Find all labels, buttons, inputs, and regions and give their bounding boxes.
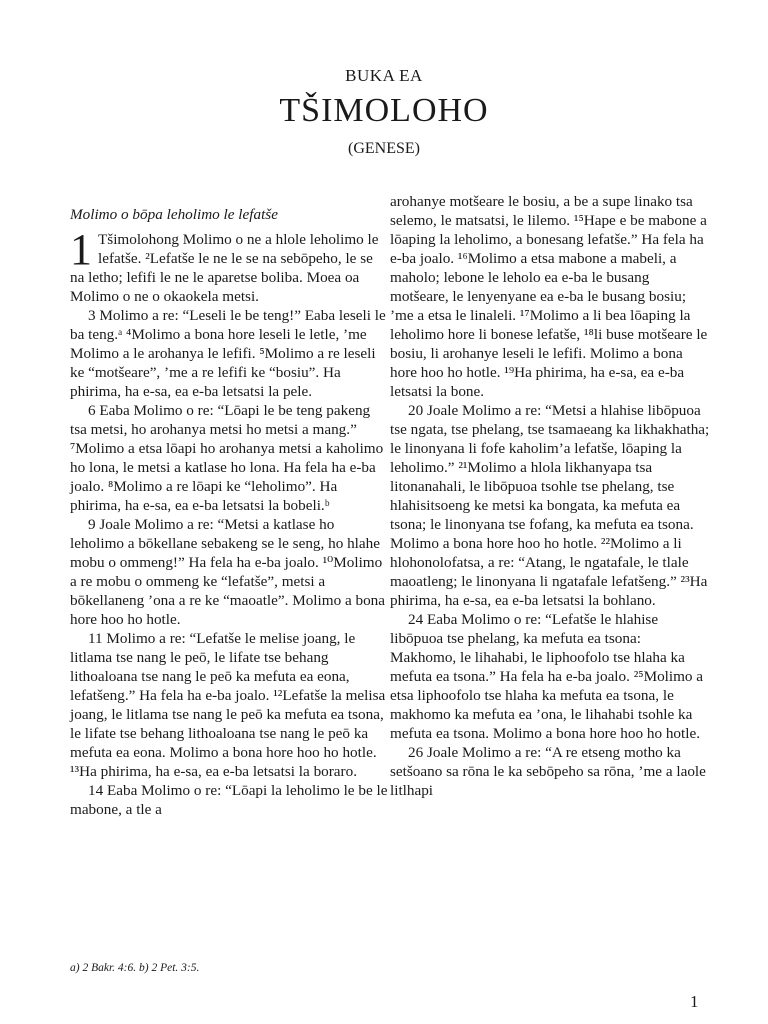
footnotes: a) 2 Bakr. 4:6. b) 2 Pet. 3:5.	[70, 962, 200, 974]
paragraph: 20 Joale Molimo a re: “Metsi a hlahise libōpuoa tse ngata, tse phelang, tse tsamaeang ka likhakhatha; le linonyana li fofe kaholim’a lefatše, lōaping la leholimo.” ²¹Molimo a hlola likhanyapa tsa litonanahali, le libōpuoa tsohle tse phelang, tse hlahisitsoeng ke metsi ka bongata, ka mefuta ea tsona; le linonyana tse fofang, ka mefuta ea tsona. Molimo a bona hore hoo ho hotle. ²²Molimo a li hlohonolofatsa, a re: “Atang, le ngatafale, le tlale maoatleng; le linonyana li ngatafale lefatšeng.” ²³Ha phirima, ha e-sa, ea e-ba letsatsi la bohlano.	[390, 402, 710, 609]
paragraph	[70, 225, 390, 306]
right-column	[390, 192, 710, 800]
chapter-number: 1	[70, 225, 92, 274]
paragraph: 11 Molimo a re: “Lefatše le melise joang, le litlama tse nang le peō, le lifate tse behang lithoaloana tse nang le peō ka mefuta ea eona, lefatšeng.” Ha fela ha e-ba joalo. ¹²Lefatše la melisa joang, le litlama tse nang le peō ka mefuta ea tsona, le lifate tse behang lithoaloana tse nang le peō ka mefuta ea eona. Molimo a bona hore hoo ho hotle. ¹³Ha phirima, ha e-sa, ea e-ba letsatsi la boraro.	[70, 630, 386, 780]
left-column	[70, 205, 390, 819]
paragraph: arohanye motšeare le bosiu, a be a supe linako tsa selemo, le matsatsi, le lilemo. ¹⁵Hape e be mabone a lōaping la leholimo, a bonesang lefatše.” Ha fela ha e-ba joalo. ¹⁶Molimo a etsa mabone a mabeli, a maholo; lebone le leholo ea e-ba le busang motšeare, le lenyenyane ea e-ba le busang bosiu; ’me a etsa le linaleli. ¹⁷Molimo a li bea lōaping la leholimo hore li bonese lefatše, ¹⁸li buse motšeare le bosiu, li arohanye leseli le lefifi. Molimo a bona hore hoo ho hotle. ¹⁹Ha phirima, ha e-sa, ea e-ba letsatsi la bone.	[390, 193, 708, 400]
paragraph: 26 Joale Molimo a re: “A re etseng motho ka setšoano sa rōna le ka sebōpeho sa rōna, ’me a laole litlhapi	[390, 744, 706, 799]
section-heading: Molimo o bōpa leholimo le lefatše	[70, 206, 278, 223]
page-number: 1	[690, 992, 699, 1011]
paragraph: 9 Joale Molimo a re: “Metsi a katlase ho leholimo a bōkellane sebakeng se le seng, ho hlahe mobu o ommeng!” Ha fela ha e-ba joalo. ¹⁰Molimo a re mobu o ommeng ke “lefatše”, metsi a bōkellaneng ’ona a re ke “maoatle”. Molimo a bona hore hoo ho hotle.	[70, 516, 386, 628]
paragraph: 3 Molimo a re: “Leseli le be teng!” Eaba leseli le ba teng.ᵃ ⁴Molimo a bona hore leseli le letle, ’me Molimo a le arohanya le lefifi. ⁵Molimo a re leseli ke “motšeare”, ’me a re lefifi ke “bosiu”. Ha phirima, ha e-sa, ea e-ba letsatsi la pele.	[70, 307, 386, 400]
paragraph: 14 Eaba Molimo o re: “Lōapi la leholimo le be le mabone, a tle a	[70, 782, 388, 818]
paragraph: 24 Eaba Molimo o re: “Lefatše le hlahise libōpuoa tse phelang, ka mefuta ea tsona: Makhomo, le lihahabi, le liphoofolo tse hlaha ka mefuta ea tsona.” Ha fela ha e-ba joalo. ²⁵Molimo a etsa liphoofolo tse hlaha ka mefuta ea tsona, le makhomo ka mefuta ea ’ona, le lihahabi tsohle ka mefuta ea tsona. Molimo a bona hore hoo ho hotle.	[390, 611, 704, 742]
book-label: BUKA EA	[345, 66, 423, 85]
paragraph: 6 Eaba Molimo o re: “Lōapi le be teng pakeng tsa metsi, ho arohanya metsi ho metsi a mang.” ⁷Molimo a etsa lōapi ho arohanya metsi a kaholimo ho lona, le metsi a katlase ho lona. Ha fela ha e-ba joalo. ⁸Molimo a re lōapi ke “leholimo”. Ha phirima, ha e-sa, ea e-ba letsatsi la bobeli.ᵇ	[70, 402, 384, 514]
book-subtitle: (GENESE)	[348, 140, 420, 157]
book-title: TŠIMOLOHO	[279, 92, 489, 129]
paragraph-text: Tšimolohong Molimo o ne a hlole leholimo le lefatše. ²Lefatše le ne le se na sebōpeho, le se na letho; lefifi le ne le aparetse boliba. Moea oa Molimo o ne o okaokela metsi.	[70, 231, 379, 305]
